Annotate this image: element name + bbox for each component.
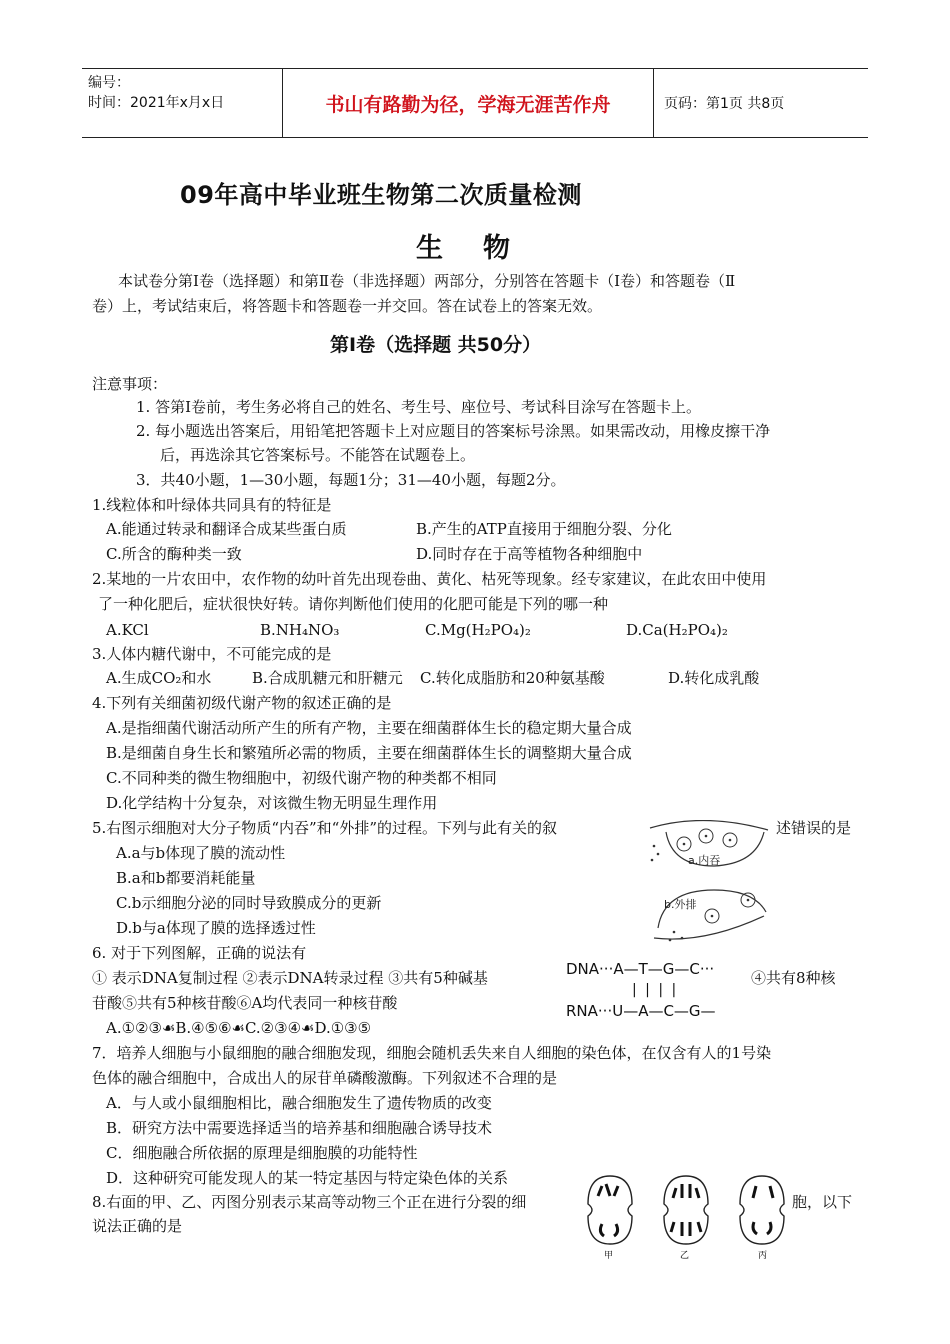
option: C.所含的酶种类一致 xyxy=(106,545,242,563)
question-stem: 7．培养人细胞与小鼠细胞的融合细胞发现，细胞会随机丢失来自人细胞的染色体，在仅含有人的1号染 xyxy=(92,1044,772,1062)
dividing-cells-figure xyxy=(580,1170,790,1262)
option: A.能通过转录和翻译合成某些蛋白质 xyxy=(106,520,347,538)
option: A.KCl xyxy=(106,621,149,639)
question-line: 苷酸⑤共有5种核苷酸⑥A均代表同一种核苷酸 xyxy=(92,994,398,1012)
option: D.同时存在于高等植物各种细胞中 xyxy=(416,545,643,563)
page-header xyxy=(82,68,868,138)
option: C.不同种类的微生物细胞中，初级代谢产物的种类都不相同 xyxy=(106,769,497,787)
question-stem: 8.右面的甲、乙、丙图分别表示某高等动物三个正在进行分裂的细 xyxy=(92,1193,527,1211)
option: C.Mg(H₂PO₄)₂ xyxy=(425,621,531,639)
option: B.a和b都要消耗能量 xyxy=(116,869,256,887)
number-label: 编号： xyxy=(88,75,130,91)
question-stem: 说法正确的是 xyxy=(92,1217,183,1235)
question-stem: 5.右图示细胞对大分子物质“内吞”和“外排”的过程。下列与此有关的叙 xyxy=(92,819,557,837)
intro-line: 卷）上，考试结束后，将答题卡和答题卷一并交回。答在试卷上的答案无效。 xyxy=(92,297,603,315)
cell-label: 丙 xyxy=(758,1251,768,1261)
option: B．研究方法中需要选择适当的培养基和细胞融合诱导技术 xyxy=(106,1119,493,1137)
question-stem: 胞，以下 xyxy=(792,1193,853,1211)
header-divider xyxy=(653,69,654,137)
option: B.是细菌自身生长和繁殖所必需的物质，主要在细菌群体生长的调整期大量合成 xyxy=(106,744,632,762)
notes-heading: 注意事项： xyxy=(92,375,168,393)
rna-strand: RNA···U—A—C—G— xyxy=(566,1002,716,1020)
question-stem: 了一种化肥后，症状很快好转。请你判断他们使用的化肥可能是下列的哪一种 xyxy=(98,595,609,613)
intro-line: 本试卷分第Ⅰ卷（选择题）和第Ⅱ卷（非选择题）两部分，分别答在答题卡（Ⅰ卷）和答题卷（Ⅱ xyxy=(118,272,736,290)
note-item: 1. 答第Ⅰ卷前，考生务必将自己的姓名、考生号、座位号、考试科目涂写在答题卡上。 xyxy=(136,398,702,416)
cell-bing xyxy=(740,1176,784,1261)
option: C.转化成脂肪和20种氨基酸 xyxy=(420,669,605,687)
header-meta xyxy=(88,73,278,113)
option: A．与人或小鼠细胞相比，融合细胞发生了遗传物质的改变 xyxy=(106,1094,492,1112)
subject-title: 生物 xyxy=(416,233,550,264)
question-stem: 3.人体内糖代谢中，不可能完成的是 xyxy=(92,645,332,663)
question-line: ① 表示DNA复制过程 ②表示DNA转录过程 ③共有5种碱基 xyxy=(92,969,488,987)
base-pair-bonds: | | | | xyxy=(632,982,679,998)
question-stem: 2.某地的一片农田中，农作物的幼叶首先出现卷曲、黄化、枯死等现象。经专家建议，在此农田中使用 xyxy=(92,570,767,588)
page-info: 页码：第1页 共8页 xyxy=(664,96,785,112)
option: C．细胞融合所依据的原理是细胞膜的功能特性 xyxy=(106,1144,418,1162)
header-motto: 书山有路勤为径，学海无涯苦作舟 xyxy=(325,93,611,116)
section-title: 第Ⅰ卷（选择题 共50分） xyxy=(330,334,542,356)
cell-label: 乙 xyxy=(680,1251,690,1261)
option: D.b与a体现了膜的选择透过性 xyxy=(116,919,316,937)
option-row: A.①②③☙B.④⑤⑥☙C.②③④☙D.①③⑤ xyxy=(106,1019,372,1037)
option: D.Ca(H₂PO₄)₂ xyxy=(626,621,728,639)
option: D.转化成乳酸 xyxy=(668,669,760,687)
exam-title: 09年高中毕业班生物第二次质量检测 xyxy=(180,181,582,209)
figure-label-b: b.外排 xyxy=(664,898,697,911)
question-stem: 色体的融合细胞中，合成出人的尿苷单磷酸激酶。下列叙述不合理的是 xyxy=(92,1069,558,1087)
figure-label-a: a.内吞 xyxy=(688,854,721,867)
dna-strand: DNA···A—T—G—C··· xyxy=(566,960,715,978)
option: B.NH₄NO₃ xyxy=(260,621,340,639)
option: A.是指细菌代谢活动所产生的所有产物，主要在细菌群体生长的稳定期大量合成 xyxy=(106,719,632,737)
option: B.产生的ATP直接用于细胞分裂、分化 xyxy=(416,520,672,538)
time-label: 时间：2021年x月x日 xyxy=(88,95,225,111)
note-item: 3．共40小题，1—30小题，每题1分；31—40小题，每题2分。 xyxy=(136,471,566,489)
cell-label: 甲 xyxy=(604,1251,614,1261)
upper-membrane xyxy=(650,820,768,830)
question-stem: 6. 对于下列图解，正确的说法有 xyxy=(92,944,307,962)
question-line: ④共有8种核 xyxy=(751,969,836,987)
option: B.合成肌糖元和肝糖元 xyxy=(252,669,403,687)
option: A.生成CO₂和水 xyxy=(106,669,212,687)
question-stem: 述错误的是 xyxy=(776,819,852,837)
option: D.化学结构十分复杂，对该微生物无明显生理作用 xyxy=(106,794,438,812)
cell-jia xyxy=(588,1176,632,1261)
option: A.a与b体现了膜的流动性 xyxy=(116,844,286,862)
question-stem: 1.线粒体和叶绿体共同具有的特征是 xyxy=(92,496,332,514)
question-stem: 4.下列有关细菌初级代谢产物的叙述正确的是 xyxy=(92,694,392,712)
endocytosis-exocytosis-figure xyxy=(644,820,774,944)
lower-membrane xyxy=(654,916,764,939)
note-item: 2. 每小题选出答案后，用铅笔把答题卡上对应题目的答案标号涂黑。如果需改动，用橡皮擦干净 xyxy=(136,422,771,440)
option: D．这种研究可能发现人的某一特定基因与特定染色体的关系 xyxy=(106,1169,509,1187)
cell-yi xyxy=(664,1176,708,1261)
option: C.b示细胞分泌的同时导致膜成分的更新 xyxy=(116,894,382,912)
note-item: 后，再选涂其它答案标号。不能答在试题卷上。 xyxy=(160,446,476,464)
